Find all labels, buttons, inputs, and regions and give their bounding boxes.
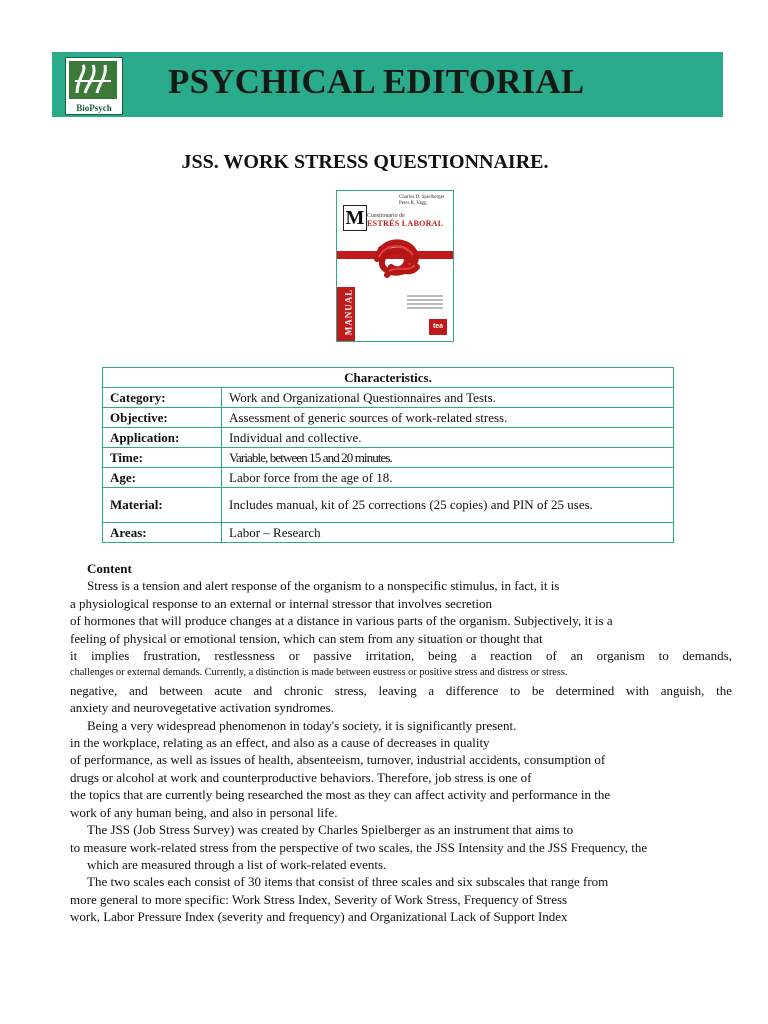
book-cover-image: [336, 190, 454, 342]
row-value: Work and Organizational Questionnaires and Tests.: [222, 388, 674, 408]
page-title: PSYCHICAL EDITORIAL: [168, 62, 585, 101]
body-line: anxiety and neurovegetative activation syndromes.: [70, 700, 334, 716]
cover-side-band: [337, 287, 355, 341]
cover-heading: ESTRÉS LABORAL: [367, 219, 444, 228]
row-label: Areas:: [103, 523, 222, 543]
body-line: drugs or alcohol at work and counterproductive behaviors. Therefore, job stress is one of: [70, 769, 532, 785]
cover-authors: Charles D. Spielberger Peter R. Vagg: [399, 195, 445, 206]
body-line: which are measured through a list of work-related events.: [87, 856, 387, 872]
row-label: Application:: [103, 428, 222, 448]
body-line: to measure work-related stress from the perspective of two scales, the JSS Intensity and the JSS Frequency, the: [70, 839, 648, 855]
content-heading: Content: [87, 561, 132, 576]
body-line: it implies frustration, restlessness or passive irritation, being a reaction of an organism to demands,: [70, 648, 732, 664]
row-value: Variable, between 15 and 20 minutes.: [222, 448, 674, 468]
body-line: the topics that are currently being researched the most as they can affect activity and performance in the: [70, 787, 611, 803]
table-row: [103, 523, 674, 543]
body-line: of performance, as well as issues of health, absenteeism, turnover, industrial accidents, consumption of: [70, 752, 606, 768]
body-line: Being a very widespread phenomenon in today's society, it is significantly present.: [87, 717, 517, 733]
content-section: [70, 560, 732, 926]
row-value: Includes manual, kit of 25 corrections (25 copies) and PIN of 25 uses.: [222, 488, 674, 523]
row-label: Material:: [103, 488, 222, 523]
body-line: The two scales each consist of 30 items that consist of three scales and six subscales that range from: [87, 874, 609, 890]
body-line: of hormones that will produce changes at a distance in various parts of the organism. Subjectively, it is a: [70, 613, 613, 629]
table-row: [103, 388, 674, 408]
table-row: [103, 448, 674, 468]
row-label: Age:: [103, 468, 222, 488]
table-row: [103, 408, 674, 428]
logo-text: BioPsych: [76, 103, 112, 113]
biopsych-logo: [65, 57, 123, 115]
table-header: Characteristics.: [103, 368, 674, 388]
row-value: Labor force from the age of 18.: [222, 468, 674, 488]
row-value: Labor – Research: [222, 523, 674, 543]
body-line: feeling of physical or emotional tension, which can stem from any situation or thought that: [70, 630, 543, 646]
body-line: Stress is a tension and alert response of the organism to a nonspecific stimulus, in fact, it is: [87, 578, 560, 594]
row-label: Time:: [103, 448, 222, 468]
body-line: in the workplace, relating as an effect, and also as a cause of decreases in quality: [70, 735, 490, 751]
table-row: [103, 468, 674, 488]
header-banner: [52, 52, 723, 117]
body-line: The JSS (Job Stress Survey) was created by Charles Spielberger as an instrument that aims to: [87, 822, 574, 838]
row-value: Individual and collective.: [222, 428, 674, 448]
document-title: JSS. WORK STRESS QUESTIONNAIRE.: [181, 151, 549, 173]
body-line: negative, and between acute and chronic stress, leaving a difference to be determined with anguish, the: [70, 682, 732, 698]
body-line: a physiological response to an external or internal stressor that involves secretion: [70, 595, 493, 611]
logo-mark-icon: [69, 61, 117, 99]
cover-subtitle: Cuestionario de: [367, 213, 405, 219]
publisher-logo: tea: [429, 319, 447, 335]
characteristics-table: [102, 367, 674, 543]
cover-text-lines: [407, 295, 443, 311]
tangled-knot-icon: [367, 231, 427, 287]
cover-letter: M: [343, 205, 367, 231]
body-line: work, Labor Pressure Index (severity and frequency) and Organizational Lack of Support Index: [70, 909, 568, 925]
table-row: [103, 488, 674, 523]
table-header-row: [103, 368, 674, 388]
body-line: more general to more specific: Work Stress Index, Severity of Work Stress, Frequency of Stress: [70, 891, 568, 907]
body-line: challenges or external demands. Currently, a distinction is made between eustress or positive stress and distress or stress.: [70, 667, 568, 679]
row-value: Assessment of generic sources of work-related stress.: [222, 408, 674, 428]
table-row: [103, 428, 674, 448]
cover-side-label: MANUAL: [343, 288, 354, 336]
row-label: Objective:: [103, 408, 222, 428]
body-line: work of any human being, and also in personal life.: [70, 804, 338, 820]
row-label: Category:: [103, 388, 222, 408]
